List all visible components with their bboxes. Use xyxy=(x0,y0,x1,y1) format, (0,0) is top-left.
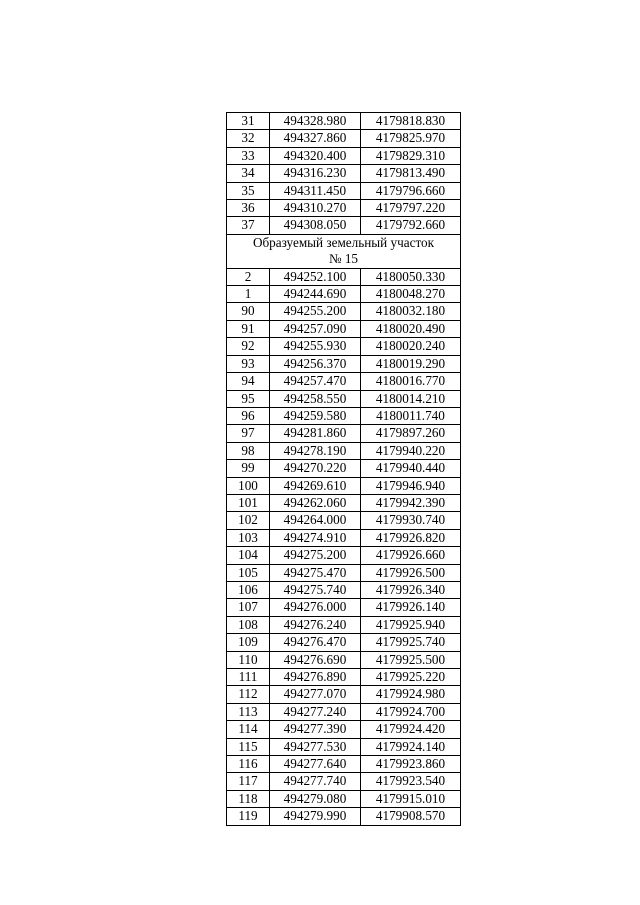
table-row xyxy=(227,477,461,494)
x-coordinate: 494310.270 xyxy=(270,200,361,217)
point-number: 114 xyxy=(227,721,270,738)
point-number: 101 xyxy=(227,494,270,511)
table-row xyxy=(227,217,461,234)
table-row xyxy=(227,494,461,511)
point-number: 93 xyxy=(227,355,270,372)
point-number: 115 xyxy=(227,738,270,755)
x-coordinate: 494277.070 xyxy=(270,686,361,703)
section-heading-number: № 15 xyxy=(328,251,359,267)
table-row xyxy=(227,756,461,773)
point-number: 33 xyxy=(227,147,270,164)
point-number: 116 xyxy=(227,756,270,773)
y-coordinate: 4179946.940 xyxy=(361,477,461,494)
section-heading-row xyxy=(227,234,461,268)
point-number: 113 xyxy=(227,703,270,720)
y-coordinate: 4179825.970 xyxy=(361,130,461,147)
x-coordinate: 494258.550 xyxy=(270,390,361,407)
y-coordinate: 4179925.500 xyxy=(361,651,461,668)
point-number: 34 xyxy=(227,165,270,182)
y-coordinate: 4179925.740 xyxy=(361,634,461,651)
point-number: 103 xyxy=(227,529,270,546)
table-row xyxy=(227,547,461,564)
table-row xyxy=(227,355,461,372)
x-coordinate: 494257.090 xyxy=(270,320,361,337)
y-coordinate: 4179813.490 xyxy=(361,165,461,182)
point-number: 32 xyxy=(227,130,270,147)
point-number: 92 xyxy=(227,338,270,355)
x-coordinate: 494327.860 xyxy=(270,130,361,147)
table-row xyxy=(227,268,461,285)
point-number: 105 xyxy=(227,564,270,581)
y-coordinate: 4179897.260 xyxy=(361,425,461,442)
x-coordinate: 494244.690 xyxy=(270,286,361,303)
x-coordinate: 494281.860 xyxy=(270,425,361,442)
y-coordinate: 4179940.440 xyxy=(361,460,461,477)
x-coordinate: 494259.580 xyxy=(270,407,361,424)
table-row xyxy=(227,407,461,424)
y-coordinate: 4180011.740 xyxy=(361,407,461,424)
y-coordinate: 4179797.220 xyxy=(361,200,461,217)
point-number: 96 xyxy=(227,407,270,424)
point-number: 98 xyxy=(227,442,270,459)
y-coordinate: 4179926.500 xyxy=(361,564,461,581)
table-row xyxy=(227,320,461,337)
x-coordinate: 494311.450 xyxy=(270,182,361,199)
x-coordinate: 494255.930 xyxy=(270,338,361,355)
table-row xyxy=(227,425,461,442)
y-coordinate: 4179792.660 xyxy=(361,217,461,234)
y-coordinate: 4180014.210 xyxy=(361,390,461,407)
table-row xyxy=(227,442,461,459)
point-number: 2 xyxy=(227,268,270,285)
y-coordinate: 4179923.860 xyxy=(361,756,461,773)
point-number: 106 xyxy=(227,581,270,598)
point-number: 119 xyxy=(227,808,270,825)
x-coordinate: 494276.240 xyxy=(270,616,361,633)
table-row xyxy=(227,651,461,668)
point-number: 94 xyxy=(227,373,270,390)
x-coordinate: 494278.190 xyxy=(270,442,361,459)
point-number: 1 xyxy=(227,286,270,303)
x-coordinate: 494276.890 xyxy=(270,669,361,686)
table-row xyxy=(227,808,461,825)
y-coordinate: 4179924.140 xyxy=(361,738,461,755)
point-number: 37 xyxy=(227,217,270,234)
y-coordinate: 4179925.940 xyxy=(361,616,461,633)
point-number: 100 xyxy=(227,477,270,494)
table-row xyxy=(227,703,461,720)
table-row xyxy=(227,616,461,633)
x-coordinate: 494277.390 xyxy=(270,721,361,738)
point-number: 31 xyxy=(227,113,270,130)
table-row xyxy=(227,286,461,303)
y-coordinate: 4179926.660 xyxy=(361,547,461,564)
x-coordinate: 494252.100 xyxy=(270,268,361,285)
coordinates-table-body xyxy=(227,113,461,826)
point-number: 110 xyxy=(227,651,270,668)
x-coordinate: 494275.200 xyxy=(270,547,361,564)
x-coordinate: 494275.740 xyxy=(270,581,361,598)
point-number: 111 xyxy=(227,669,270,686)
point-number: 95 xyxy=(227,390,270,407)
y-coordinate: 4179924.700 xyxy=(361,703,461,720)
y-coordinate: 4179923.540 xyxy=(361,773,461,790)
table-row xyxy=(227,303,461,320)
y-coordinate: 4179915.010 xyxy=(361,790,461,807)
x-coordinate: 494277.740 xyxy=(270,773,361,790)
table-row xyxy=(227,564,461,581)
x-coordinate: 494277.640 xyxy=(270,756,361,773)
x-coordinate: 494316.230 xyxy=(270,165,361,182)
y-coordinate: 4180020.490 xyxy=(361,320,461,337)
x-coordinate: 494256.370 xyxy=(270,355,361,372)
y-coordinate: 4179829.310 xyxy=(361,147,461,164)
point-number: 117 xyxy=(227,773,270,790)
x-coordinate: 494262.060 xyxy=(270,494,361,511)
coordinates-table xyxy=(226,112,461,826)
point-number: 102 xyxy=(227,512,270,529)
y-coordinate: 4180050.330 xyxy=(361,268,461,285)
point-number: 90 xyxy=(227,303,270,320)
point-number: 112 xyxy=(227,686,270,703)
point-number: 107 xyxy=(227,599,270,616)
section-heading xyxy=(227,234,461,268)
table-row xyxy=(227,373,461,390)
y-coordinate: 4179930.740 xyxy=(361,512,461,529)
point-number: 99 xyxy=(227,460,270,477)
x-coordinate: 494328.980 xyxy=(270,113,361,130)
table-row xyxy=(227,790,461,807)
table-row xyxy=(227,460,461,477)
x-coordinate: 494264.000 xyxy=(270,512,361,529)
table-row xyxy=(227,390,461,407)
point-number: 91 xyxy=(227,320,270,337)
y-coordinate: 4179926.340 xyxy=(361,581,461,598)
x-coordinate: 494320.400 xyxy=(270,147,361,164)
x-coordinate: 494279.990 xyxy=(270,808,361,825)
x-coordinate: 494276.690 xyxy=(270,651,361,668)
x-coordinate: 494277.240 xyxy=(270,703,361,720)
point-number: 36 xyxy=(227,200,270,217)
point-number: 108 xyxy=(227,616,270,633)
table-row xyxy=(227,113,461,130)
y-coordinate: 4180032.180 xyxy=(361,303,461,320)
x-coordinate: 494275.470 xyxy=(270,564,361,581)
table-row xyxy=(227,773,461,790)
point-number: 104 xyxy=(227,547,270,564)
x-coordinate: 494308.050 xyxy=(270,217,361,234)
point-number: 109 xyxy=(227,634,270,651)
table-row xyxy=(227,686,461,703)
table-row xyxy=(227,581,461,598)
section-heading-title: Образуемый земельный участок xyxy=(252,234,435,250)
table-row xyxy=(227,338,461,355)
table-row xyxy=(227,599,461,616)
table-row xyxy=(227,165,461,182)
table-row xyxy=(227,634,461,651)
y-coordinate: 4179796.660 xyxy=(361,182,461,199)
table-row xyxy=(227,738,461,755)
x-coordinate: 494276.470 xyxy=(270,634,361,651)
y-coordinate: 4179924.980 xyxy=(361,686,461,703)
table-row xyxy=(227,147,461,164)
x-coordinate: 494279.080 xyxy=(270,790,361,807)
x-coordinate: 494269.610 xyxy=(270,477,361,494)
y-coordinate: 4180019.290 xyxy=(361,355,461,372)
y-coordinate: 4180020.240 xyxy=(361,338,461,355)
x-coordinate: 494274.910 xyxy=(270,529,361,546)
y-coordinate: 4179924.420 xyxy=(361,721,461,738)
y-coordinate: 4180016.770 xyxy=(361,373,461,390)
x-coordinate: 494276.000 xyxy=(270,599,361,616)
x-coordinate: 494255.200 xyxy=(270,303,361,320)
table-row xyxy=(227,200,461,217)
point-number: 118 xyxy=(227,790,270,807)
y-coordinate: 4180048.270 xyxy=(361,286,461,303)
y-coordinate: 4179942.390 xyxy=(361,494,461,511)
table-row xyxy=(227,512,461,529)
x-coordinate: 494257.470 xyxy=(270,373,361,390)
table-row xyxy=(227,669,461,686)
x-coordinate: 494270.220 xyxy=(270,460,361,477)
table-row xyxy=(227,529,461,546)
y-coordinate: 4179926.820 xyxy=(361,529,461,546)
y-coordinate: 4179940.220 xyxy=(361,442,461,459)
y-coordinate: 4179925.220 xyxy=(361,669,461,686)
x-coordinate: 494277.530 xyxy=(270,738,361,755)
table-row xyxy=(227,721,461,738)
point-number: 97 xyxy=(227,425,270,442)
table-row xyxy=(227,182,461,199)
y-coordinate: 4179926.140 xyxy=(361,599,461,616)
table-row xyxy=(227,130,461,147)
y-coordinate: 4179818.830 xyxy=(361,113,461,130)
point-number: 35 xyxy=(227,182,270,199)
y-coordinate: 4179908.570 xyxy=(361,808,461,825)
